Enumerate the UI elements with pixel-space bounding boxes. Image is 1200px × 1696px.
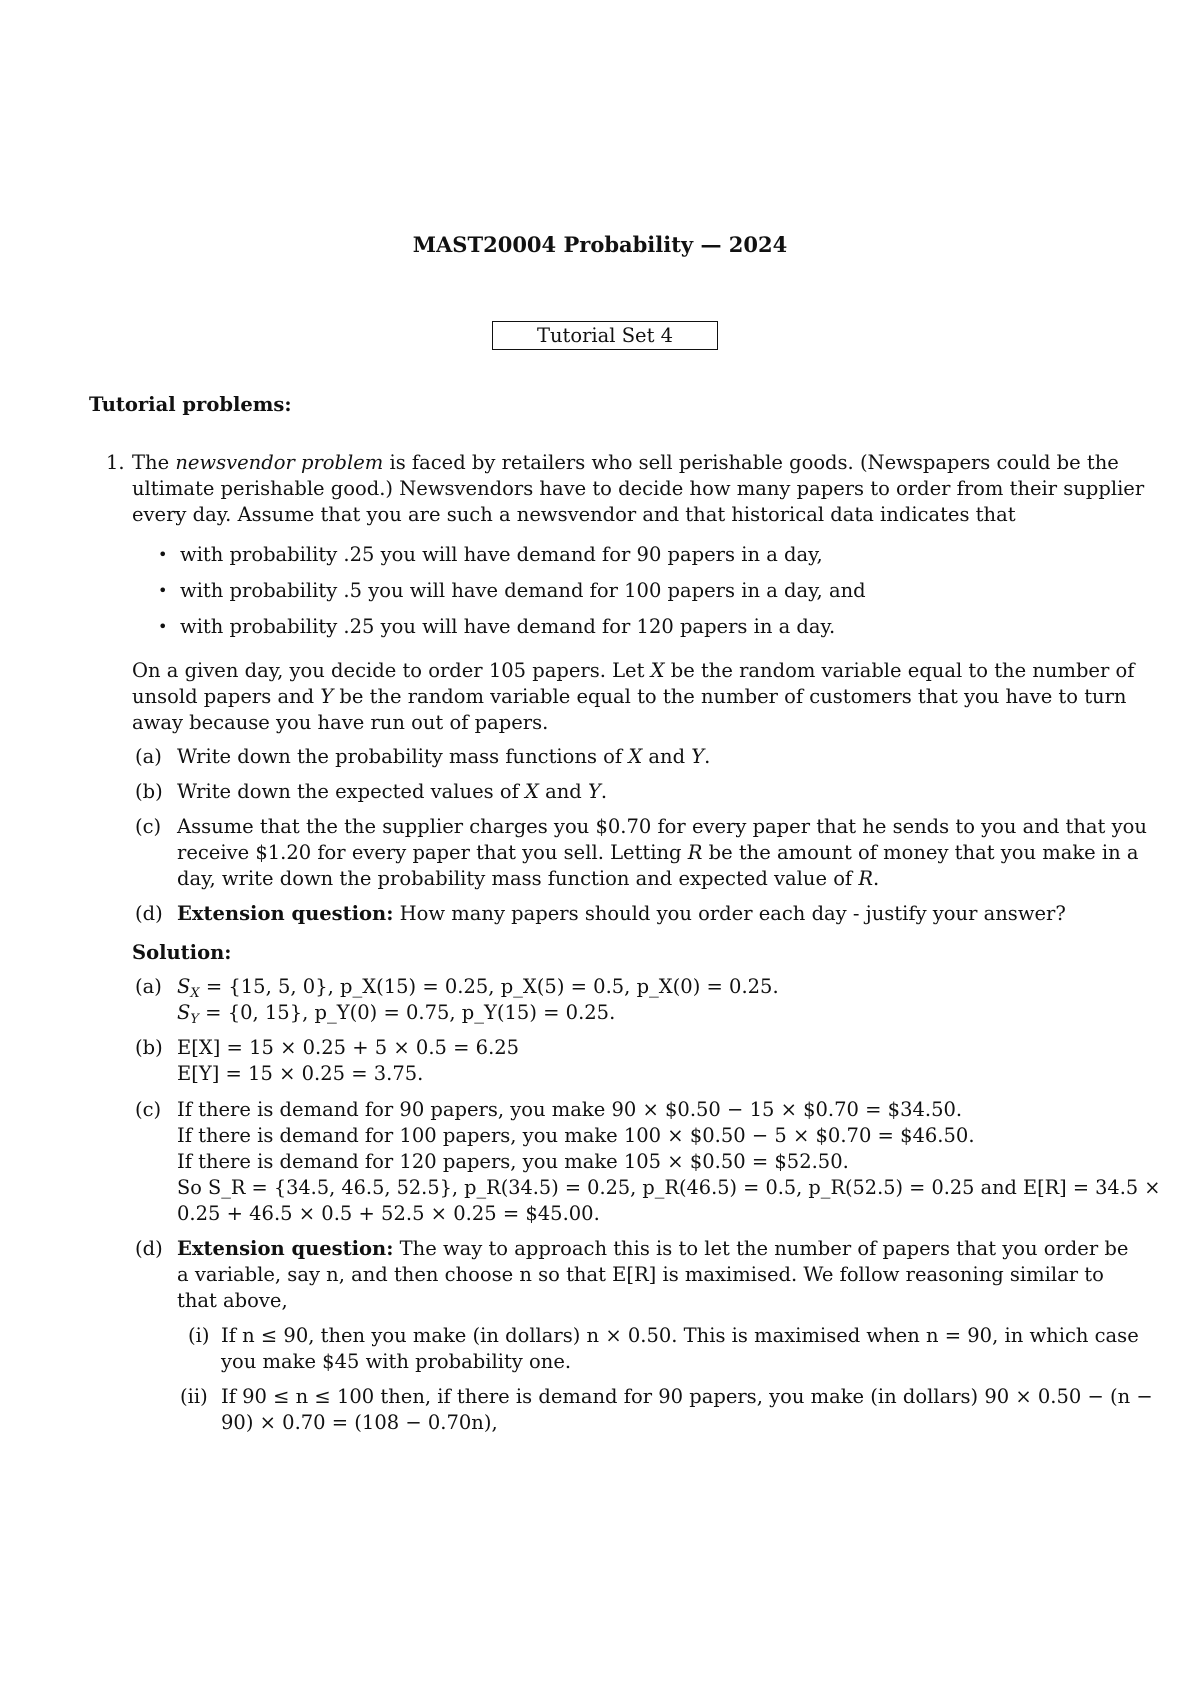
part-d-label: (d) xyxy=(135,902,163,925)
sol-c-line-1: If there is demand for 90 papers, you make 90 × $0.50 − 15 × $0.70 = $34.50. xyxy=(177,1098,963,1121)
part-c-line-3: day, write down the probability mass function and expected value of R. xyxy=(177,867,880,890)
sol-d-line-3: that above, xyxy=(177,1289,288,1312)
newsvendor-term: newsvendor problem xyxy=(175,451,384,474)
intro-line-2: ultimate perishable good.) Newsvendors have to decide how many papers to order from their supplier xyxy=(132,477,1145,500)
bullet-dot: • xyxy=(158,617,168,636)
sol-b-line-2: E[Y] = 15 × 0.25 = 3.75. xyxy=(177,1062,424,1085)
sol-c-line-2: If there is demand for 100 papers, you make 100 × $0.50 − 5 × $0.70 = $46.50. xyxy=(177,1124,975,1147)
page-title: MAST20004 Probability — 2024 xyxy=(412,232,788,257)
bullet-item-1: with probability .25 you will have demand for 90 papers in a day, xyxy=(180,543,823,566)
sol-a-line-2: $S_Y = \{0$, 15}, p_Y(0) = 0.75, p_Y(15) = 0.25. xyxy=(177,1001,616,1027)
part-b-text: Write down the expected values of X and Y. xyxy=(177,780,608,803)
bullet-item-2: with probability .5 you will have demand for 100 papers in a day, and xyxy=(180,579,866,602)
solution-heading: Solution: xyxy=(132,941,232,964)
part-b-label: (b) xyxy=(135,780,163,803)
sol-d-i-line-1: If n ≤ 90, then you make (in dollars) n × 0.50. This is maximised when n = 90, in which case xyxy=(221,1324,1139,1347)
sol-c-label: (c) xyxy=(135,1098,162,1121)
part-a-text: Write down the probability mass functions of X and Y. xyxy=(177,745,711,768)
part-a-label: (a) xyxy=(135,745,162,768)
part-d-text: Extension question: How many papers should you order each day - justify your answer? xyxy=(177,902,1066,925)
problem-number: 1. xyxy=(106,451,125,474)
setup-line-1: On a given day, you decide to order 105 papers. Let X be the random variable equal to the number of xyxy=(132,659,1135,682)
bullet-item-3: with probability .25 you will have demand for 120 papers in a day. xyxy=(180,615,836,638)
bullet-dot: • xyxy=(158,581,168,600)
sol-b-label: (b) xyxy=(135,1036,163,1059)
sol-d-i-line-2: you make $45 with probability one. xyxy=(221,1350,572,1373)
sol-d-label: (d) xyxy=(135,1237,163,1260)
sol-d-ii-line-1: If 90 ≤ n ≤ 100 then, if there is demand for 90 papers, you make (in dollars) 90 × 0.50 − (n − xyxy=(221,1385,1153,1408)
sol-d-line-1: Extension question: The way to approach this is to let the number of papers that you order be xyxy=(177,1237,1129,1260)
setup-line-3: away because you have run out of papers. xyxy=(132,711,549,734)
setup-line-2: unsold papers and Y be the random variable equal to the number of customers that you have to turn xyxy=(132,685,1127,708)
bullet-dot: • xyxy=(158,545,168,564)
part-c-line-2: receive $1.20 for every paper that you sell. Letting R be the amount of money that you make in a xyxy=(177,841,1139,864)
sol-d-i-label: (i) xyxy=(188,1324,210,1347)
sol-c-line-3: If there is demand for 120 papers, you make 105 × $0.50 = $52.50. xyxy=(177,1150,849,1173)
sol-b-line-1: E[X] = 15 × 0.25 + 5 × 0.5 = 6.25 xyxy=(177,1036,520,1059)
part-c-label: (c) xyxy=(135,815,162,838)
intro-line-3: every day. Assume that you are such a newsvendor and that historical data indicates that xyxy=(132,503,1016,526)
sol-a-label: (a) xyxy=(135,975,162,998)
sol-d-line-2: a variable, say n, and then choose n so that E[R] is maximised. We follow reasoning similar to xyxy=(177,1263,1104,1286)
sol-d-ii-label: (ii) xyxy=(180,1385,208,1408)
sol-c-line-5: 0.25 + 46.5 × 0.5 + 52.5 × 0.25 = $45.00. xyxy=(177,1202,600,1225)
sol-a-line-1: $S_X = \{15$, 5, 0}, p_X(15) = 0.25, p_X(5) = 0.5, p_X(0) = 0.25. xyxy=(177,975,779,1001)
section-heading: Tutorial problems: xyxy=(89,393,292,416)
part-c-line-1: Assume that the the supplier charges you $0.70 for every paper that he sends to you and that you xyxy=(177,815,1147,838)
sol-c-line-4: So S_R = {34.5, 46.5, 52.5}, p_R(34.5) = 0.25, p_R(46.5) = 0.5, p_R(52.5) = 0.25 and E[R] = 34.5 × xyxy=(177,1176,1161,1199)
sol-d-ii-line-2: 90) × 0.70 = (108 − 0.70n), xyxy=(221,1411,498,1434)
intro-line-1: The newsvendor problem is faced by retailers who sell perishable goods. (Newspapers could be the xyxy=(132,451,1119,474)
tutorial-set-box: Tutorial Set 4 xyxy=(492,321,718,350)
